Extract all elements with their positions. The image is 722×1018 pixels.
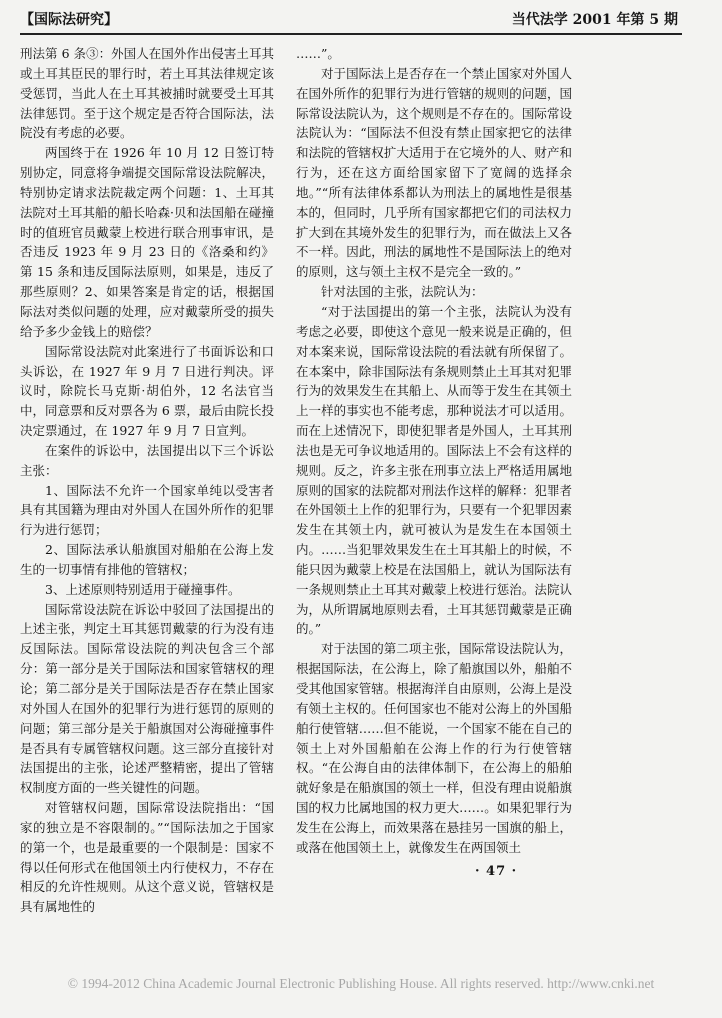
paragraph: 针对法国的主张，法院认为： (321, 284, 484, 300)
right-column (296, 44, 572, 858)
paragraph: 国际常设法院在诉讼中驳回了法国提出的上述主张，判定土耳其惩罚戴蒙的行为没有违反国际法。国际常设法院的判决包含三个部分：第一部分是关于国际法和国家管辖权的理论；第二部分是关于国际法是否存在禁止国家对外国人在国外的犯罪行为进行惩罚的原则的问题；第三部分是关于船旗国对公海碰撞事件是否具有专属管辖权问题。这三部分直接针对法国提出的主张，论述严整精密，提出了管辖权制度方面的一些关键性的问题。 (20, 601, 274, 796)
page-number: · 47 · (475, 864, 518, 879)
paragraph: 对于国际法上是否存在一个禁止国家对外国人在国外所作的犯罪行为进行管辖的规则的问题，国际常设法院认为，这个规则是不存在的。国际常设法院认为：“国际法不但没有禁止国家把它的法律和法院的管辖权扩大适用于在它境外的人、财产和行为，还在这方面给国家留下了宽阔的选择余地。”“所有法律体系都认为刑法上的属地性是很基本的，但同时，几乎所有国家都把它们的司法权力扩大到在其境外发生的犯罪行为，而在做法上又各不一样。因此，刑法的属地性不是国际法上的绝对的原则，这与领土主权不是完全一致的。” (296, 65, 572, 280)
left-column (20, 44, 274, 917)
quotation-paragraph: “对于法国提出的第一个主张，法院认为没有考虑之必要，即使这个意见一般来说是正确的，但对本案来说，国际常设法院的看法就有所保留了。在本案中，除非国际法有条规则禁止土耳其对犯罪行为的效果发生在其船上、从而等于发生在其领土上一样的事实也不能考虑，那种说法才可以适用。而在上述情况下，即使犯罪者是外国人，土耳其刑法也是无可争议地适用的。国际法上不会有这样的规则。反之，许多主张在刑事立法上严格适用属地原则的国家的法院都对刑法作这样的解释：犯罪者在外国领土上作的犯罪行为，只要有一个犯罪因素发生在其领土内，就可被认为是发生在本国领土内。……当犯罪效果发生在土耳其船上的时候，不能只因为戴蒙上校是在法国船上，就认为国际法有一条规则禁止土耳其对戴蒙上校进行惩治。法院认为，从所谓属地原则去看，土耳其惩罚戴蒙是正确的。” (296, 303, 572, 637)
running-header (20, 7, 682, 35)
list-item: 2、国际法承认船旗国对船舶在公海上发生的一切事情有排他的管辖权； (20, 542, 274, 577)
paragraph: 对管辖权问题，国际常设法院指出：“国家的独立是不容限制的。”“国际法加之于国家的第一个，也是最重要的一个限制是：国家不得以任何形式在他国领土内行使权力，不存在相反的允许性规则。从这个意义说，管辖权是具有属地性的 (20, 800, 274, 915)
paragraph: 刑法第 6 条③：外国人在国外作出侵害土耳其或土耳其臣民的罪行时，若土耳其法律规定该受惩罚，当此人在土耳其被捕时就要受土耳其法律惩罚。至于这个规定是否符合国际法，法院没有考虑的必要。 (20, 46, 274, 141)
paragraph: 在案件的诉讼中，法国提出以下三个诉讼主张： (20, 442, 274, 478)
list-item: 3、上述原则特别适用于碰撞事件。 (45, 581, 241, 597)
journal-section-label: 【国际法研究】 (20, 12, 118, 28)
copyright-footer: © 1994-2012 China Academic Journal Electronic Publishing House. All rights reserved. http://www.cnki.net (67, 976, 655, 991)
paragraph: 国际常设法院对此案进行了书面诉讼和口头诉讼，在 1927 年 9 月 7 日进行判决。评议时，除院长马克斯·胡伯外，12 名法官当中，同意票和反对票各为 6 票，最后由院长投决定票通过，在 1927 年 9 月 7 日宣判。 (20, 343, 274, 439)
list-item: 1、国际法不允许一个国家单纯以受害者具有其国籍为理由对外国人在国外所作的犯罪行为进行惩罚； (20, 482, 274, 538)
paragraph: 对于法国的第二项主张，国际常设法院认为，根据国际法，在公海上，除了船旗国以外，船舶不受其他国家管辖。根据海洋自由原则，公海上是没有领土主权的。任何国家也不能对公海上的外国船舶行使管辖……但不能说，一个国家不能在自己的领土上对外国船舶在公海上作的行为行使管辖权。“在公海自由的法律体制下，在公海上的船舶就好象是在船旗国的领土一样，但没有理由说船旗国的权力比属地国的权力更大……。如果犯罪行为发生在公海上，而效果落在悬挂另一国旗的船上，或落在他国领土上，就像发生在两国领土 (296, 641, 572, 855)
paragraph: 两国终于在 1926 年 10 月 12 日签订特别协定，同意将争端提交国际常设法院解决，特别协定请求法院裁定两个问题：1、土耳其法院对土耳其船的船长哈森·贝和法国船在碰撞时的值班官员戴蒙上校进行联合刑事审讯，是否违反 1923 年 9 月 23 日的《洛桑和约》第 15 条和违反国际法原则，如果是，违反了那些原则？2、如果答案是肯定的话，根据国际法对类似问题的处理，应对戴蒙所受的损失给予多少金钱上的赔偿？ (20, 145, 274, 339)
paragraph: ……”。 (296, 46, 340, 61)
journal-issue-label: 当代法学 2001 年第 5 期 (511, 12, 678, 28)
